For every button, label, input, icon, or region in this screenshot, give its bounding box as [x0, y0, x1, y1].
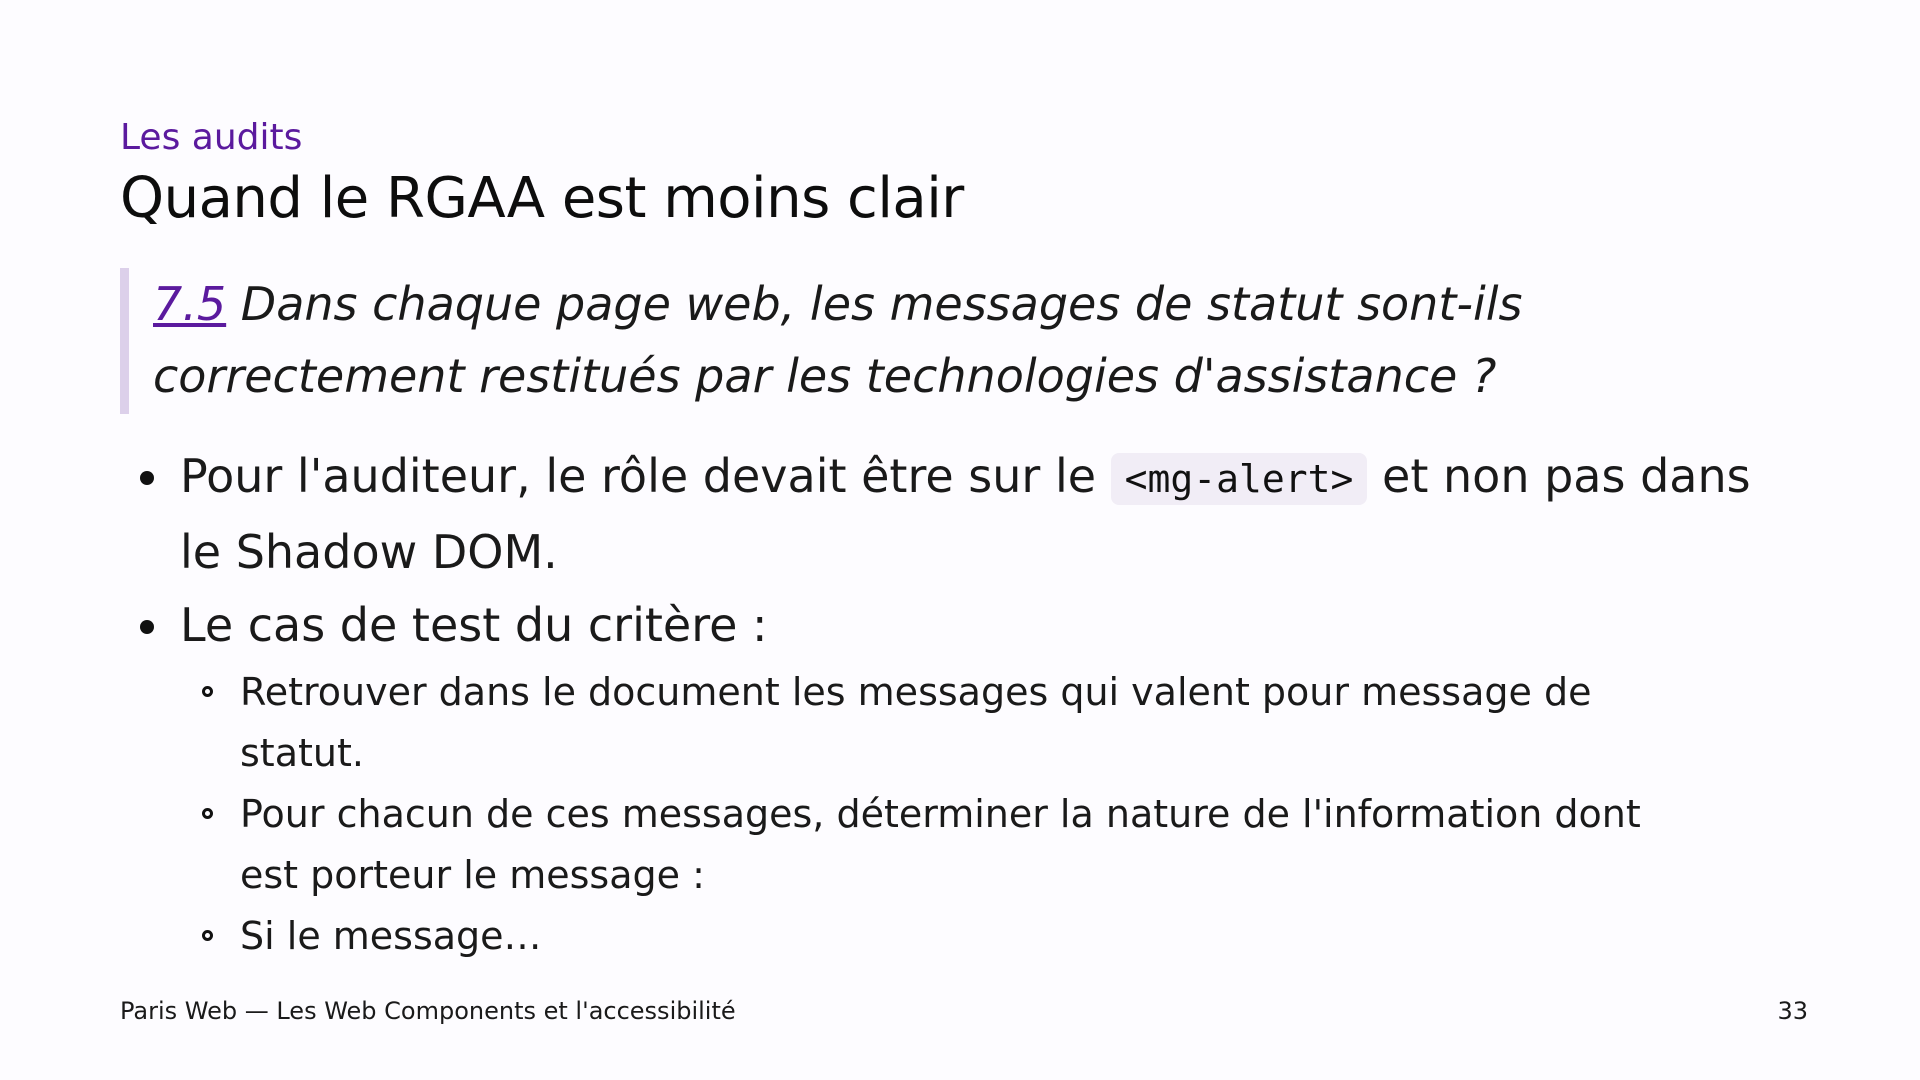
footer-title: Paris Web — Les Web Components et l'accessibilité — [120, 997, 736, 1025]
list-item-line — [180, 440, 1820, 516]
bullet-dot-icon — [140, 471, 154, 485]
bullet-list — [120, 440, 1820, 967]
bullet-circle-icon — [202, 686, 213, 697]
sub-list-item-line: Si le message… — [240, 914, 542, 958]
list-item-line: le Shadow DOM. — [180, 525, 558, 579]
list-item-text: Pour l'auditeur, le rôle devait être sur le — [180, 449, 1111, 503]
list-item-text: Le cas de test du critère : — [180, 598, 768, 652]
list-item-text: et non pas dans — [1367, 449, 1751, 503]
list-item — [120, 589, 1820, 662]
quote-line-1-text: Dans chaque page web, les messages de statut sont-ils — [226, 277, 1523, 331]
sub-list-item-line: Retrouver dans le document les messages qui valent pour message de — [240, 670, 1592, 714]
list-item — [120, 440, 1820, 589]
quote-line-1 — [153, 268, 1680, 340]
criterion-link[interactable]: 7.5 — [153, 277, 227, 331]
page-number: 33 — [1777, 997, 1808, 1025]
sub-list-item — [120, 784, 1820, 906]
sub-list-item-line: Pour chacun de ces messages, déterminer la nature de l'information dont — [240, 792, 1641, 836]
sub-list-item — [120, 906, 1820, 967]
quote-line-2: correctement restitués par les technologies d'assistance ? — [153, 349, 1497, 403]
sub-list-item — [120, 662, 1820, 784]
section-kicker: Les audits — [120, 117, 303, 158]
criterion-quote — [120, 268, 1680, 414]
bullet-circle-icon — [202, 930, 213, 941]
sub-list-item-line: est porteur le message : — [240, 853, 705, 897]
bullet-dot-icon — [140, 620, 154, 634]
sub-list-item-line: statut. — [240, 731, 364, 775]
slide-title: Quand le RGAA est moins clair — [120, 166, 964, 231]
inline-code: <mg-alert> — [1111, 453, 1368, 505]
bullet-circle-icon — [202, 808, 213, 819]
